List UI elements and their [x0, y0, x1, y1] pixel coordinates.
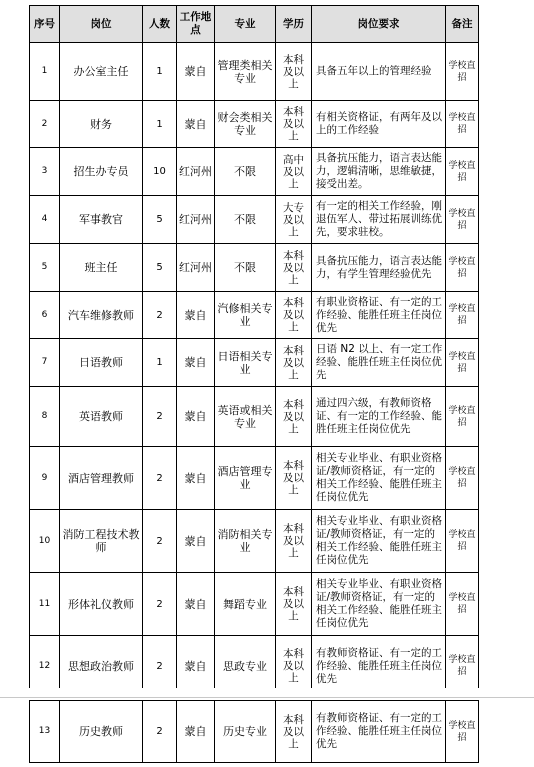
- cell-education: 本科及以上: [276, 447, 312, 510]
- cell-major: 不限: [215, 196, 276, 244]
- table-row: [30, 339, 479, 387]
- cell-education: 本科及以上: [276, 43, 312, 101]
- cell-major: 汽修相关专业: [215, 292, 276, 339]
- cell-note: 学校直招: [446, 387, 479, 447]
- cell-note: 学校直招: [446, 636, 479, 697]
- cell-major: 不限: [215, 244, 276, 292]
- header-seq: 序号: [30, 6, 60, 43]
- cell-count: 2: [143, 701, 177, 763]
- cell-post: 形体礼仪教师: [60, 573, 143, 636]
- cell-post: 汽车维修教师: [60, 292, 143, 339]
- cell-major: 思政专业: [215, 636, 276, 697]
- cell-note: 学校直招: [446, 510, 479, 573]
- cell-education: 本科及以上: [276, 701, 312, 763]
- header-major: 专业: [215, 6, 276, 43]
- header-note: 备注: [446, 6, 479, 43]
- table-row: [30, 244, 479, 292]
- cell-post: 招生办专员: [60, 148, 143, 196]
- cell-count: 2: [143, 510, 177, 573]
- cell-note: 学校直招: [446, 148, 479, 196]
- header-post: 岗位: [60, 6, 143, 43]
- cell-seq: 13: [30, 701, 60, 763]
- cell-note: 学校直招: [446, 244, 479, 292]
- cell-count: 1: [143, 43, 177, 101]
- cell-note: 学校直招: [446, 573, 479, 636]
- cell-post: 日语教师: [60, 339, 143, 387]
- cell-count: 2: [143, 447, 177, 510]
- table-row: [30, 573, 479, 636]
- cell-place: 蒙自: [177, 701, 215, 763]
- cell-post: 英语教师: [60, 387, 143, 447]
- cell-place: 蒙自: [177, 43, 215, 101]
- header-edu: 学历: [276, 6, 312, 43]
- cell-major: 消防相关专业: [215, 510, 276, 573]
- table-row: [30, 292, 479, 339]
- cell-seq: 7: [30, 339, 60, 387]
- cell-place: 蒙自: [177, 387, 215, 447]
- header-count: 人数: [143, 6, 177, 43]
- cell-place: 蒙自: [177, 339, 215, 387]
- cell-requirement: 相关专业毕业、有职业资格证/教师资格证，有一定的相关工作经验、能胜任班主任岗位优先: [312, 510, 446, 573]
- cell-requirement: 相关专业毕业、有职业资格证/教师资格证，有一定的相关工作经验、能胜任班主任岗位优先: [312, 573, 446, 636]
- cell-note: 学校直招: [446, 701, 479, 763]
- cell-requirement: 有教师资格证、有一定的工作经验、能胜任班主任岗位优先: [312, 636, 446, 697]
- cell-place: 红河州: [177, 244, 215, 292]
- cell-place: 蒙自: [177, 447, 215, 510]
- table-row: [30, 447, 479, 510]
- cell-education: 本科及以上: [276, 244, 312, 292]
- cell-place: 蒙自: [177, 510, 215, 573]
- cell-post: 办公室主任: [60, 43, 143, 101]
- cell-major: 日语相关专业: [215, 339, 276, 387]
- header-place: 工作地点: [177, 6, 215, 43]
- cell-education: 本科及以上: [276, 292, 312, 339]
- cell-major: 舞蹈专业: [215, 573, 276, 636]
- cell-note: 学校直招: [446, 43, 479, 101]
- cell-post: 消防工程技术教师: [60, 510, 143, 573]
- cell-count: 2: [143, 292, 177, 339]
- recruitment-table-continued: [29, 700, 479, 763]
- page-divider: [0, 697, 534, 698]
- cell-count: 1: [143, 101, 177, 148]
- cell-requirement: 相关专业毕业、有职业资格证/教师资格证，有一定的相关工作经验、能胜任班主任岗位优先: [312, 447, 446, 510]
- cell-seq: 10: [30, 510, 60, 573]
- cell-education: 本科及以上: [276, 636, 312, 697]
- table-row: [30, 510, 479, 573]
- cell-requirement: 通过四六级，有教师资格证、有一定的工作经验、能胜任班主任岗位优先: [312, 387, 446, 447]
- page-break: [0, 688, 534, 700]
- header-req: 岗位要求: [312, 6, 446, 43]
- cell-note: 学校直招: [446, 447, 479, 510]
- cell-education: 高中及以上: [276, 148, 312, 196]
- cell-seq: 9: [30, 447, 60, 510]
- cell-post: 军事教官: [60, 196, 143, 244]
- cell-seq: 12: [30, 636, 60, 697]
- table-row: [30, 387, 479, 447]
- recruitment-table: [29, 5, 479, 697]
- cell-requirement: 具备抗压能力，语言表达能力，逻辑清晰，思维敏捷，接受出差。: [312, 148, 446, 196]
- cell-count: 2: [143, 636, 177, 697]
- cell-place: 蒙自: [177, 101, 215, 148]
- cell-seq: 6: [30, 292, 60, 339]
- cell-post: 历史教师: [60, 701, 143, 763]
- table-row: [30, 148, 479, 196]
- cell-seq: 11: [30, 573, 60, 636]
- cell-requirement: 有一定的相关工作经验，刚退伍军人、带过拓展训练优先，要求驻校。: [312, 196, 446, 244]
- cell-place: 蒙自: [177, 636, 215, 697]
- cell-requirement: 有相关资格证，有两年及以上的工作经验: [312, 101, 446, 148]
- cell-seq: 2: [30, 101, 60, 148]
- cell-seq: 8: [30, 387, 60, 447]
- cell-note: 学校直招: [446, 196, 479, 244]
- table-row: [30, 196, 479, 244]
- cell-note: 学校直招: [446, 292, 479, 339]
- cell-seq: 1: [30, 43, 60, 101]
- cell-place: 红河州: [177, 148, 215, 196]
- cell-count: 5: [143, 244, 177, 292]
- cell-post: 思想政治教师: [60, 636, 143, 697]
- cell-count: 2: [143, 387, 177, 447]
- cell-post: 酒店管理教师: [60, 447, 143, 510]
- cell-place: 蒙自: [177, 573, 215, 636]
- cell-seq: 3: [30, 148, 60, 196]
- cell-place: 蒙自: [177, 292, 215, 339]
- table-row: [30, 101, 479, 148]
- cell-note: 学校直招: [446, 101, 479, 148]
- cell-requirement: 日语 N2 以上、有一定工作经验、能胜任班主任岗位优先: [312, 339, 446, 387]
- cell-education: 大专及以上: [276, 196, 312, 244]
- cell-place: 红河州: [177, 196, 215, 244]
- cell-post: 财务: [60, 101, 143, 148]
- header-row: [30, 6, 479, 43]
- cell-requirement: 具备抗压能力，语言表达能力，有学生管理经验优先: [312, 244, 446, 292]
- cell-requirement: 有职业资格证、有一定的工作经验、能胜任班主任岗位优先: [312, 292, 446, 339]
- cell-count: 2: [143, 573, 177, 636]
- cell-major: 英语或相关专业: [215, 387, 276, 447]
- cell-post: 班主任: [60, 244, 143, 292]
- cell-note: 学校直招: [446, 339, 479, 387]
- cell-major: 不限: [215, 148, 276, 196]
- cell-education: 本科及以上: [276, 387, 312, 447]
- table-row: [30, 701, 479, 763]
- cell-seq: 4: [30, 196, 60, 244]
- cell-major: 管理类相关专业: [215, 43, 276, 101]
- cell-major: 酒店管理专业: [215, 447, 276, 510]
- cell-requirement: 具备五年以上的管理经验: [312, 43, 446, 101]
- cell-major: 财会类相关专业: [215, 101, 276, 148]
- cell-education: 本科及以上: [276, 510, 312, 573]
- table-row: [30, 43, 479, 101]
- cell-seq: 5: [30, 244, 60, 292]
- cell-education: 本科及以上: [276, 573, 312, 636]
- cell-requirement: 有教师资格证、有一定的工作经验、能胜任班主任岗位优先: [312, 701, 446, 763]
- cell-count: 1: [143, 339, 177, 387]
- cell-count: 5: [143, 196, 177, 244]
- cell-education: 本科及以上: [276, 339, 312, 387]
- cell-major: 历史专业: [215, 701, 276, 763]
- cell-education: 本科及以上: [276, 101, 312, 148]
- cell-count: 10: [143, 148, 177, 196]
